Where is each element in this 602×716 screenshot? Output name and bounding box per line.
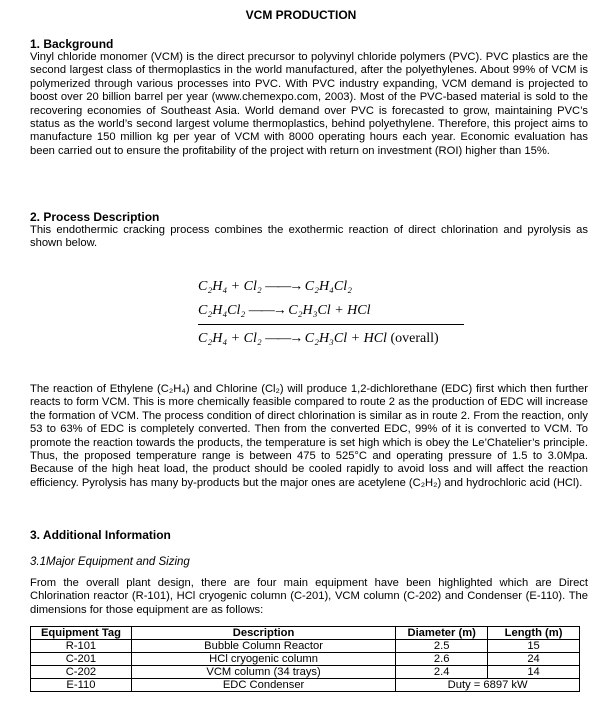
cell-length: 15	[488, 640, 580, 653]
header-description: Description	[131, 627, 395, 640]
cell-description: EDC Condenser	[131, 679, 395, 692]
equation-2	[198, 303, 470, 319]
equipment-subheading: 3.1Major Equipment and Sizing	[30, 556, 190, 568]
reaction-arrow-icon: ——→	[265, 279, 302, 294]
cell-duty: Duty = 6897 kW	[396, 679, 580, 692]
table-row	[31, 666, 580, 679]
equation-2-reactants: C₂H₄Cl₂	[198, 303, 246, 318]
equation-1-products: C₂H₄Cl₂	[304, 279, 353, 294]
cell-length: 14	[488, 666, 580, 679]
equipment-table	[30, 626, 580, 692]
equation-overall	[198, 331, 470, 347]
table-row	[31, 679, 580, 692]
cell-diameter: 2.4	[396, 666, 488, 679]
cell-tag: E-110	[31, 679, 132, 692]
table-row	[31, 653, 580, 666]
cell-description: Bubble Column Reactor	[131, 640, 395, 653]
equation-overall-products: C₂H₃Cl + HCl	[304, 331, 387, 346]
background-heading: 1. Background	[30, 37, 114, 51]
header-diameter: Diameter (m)	[396, 627, 488, 640]
process-heading: 2. Process Description	[30, 210, 160, 224]
reaction-arrow-icon: ——→	[248, 303, 285, 318]
process-intro-paragraph: This endothermic cracking process combines the exothermic reaction of direct chlorination and pyrolysis as shown below.	[30, 224, 588, 250]
table-row	[31, 640, 580, 653]
equation-overall-reactants: C₂H₄ + Cl₂	[198, 331, 262, 346]
additional-heading: 3. Additional Information	[30, 528, 171, 542]
equation-overall-label: (overall)	[390, 331, 439, 346]
equation-1-reactants: C₂H₄ + Cl₂	[198, 279, 262, 294]
cell-description: HCl cryogenic column	[131, 653, 395, 666]
cell-tag: C-202	[31, 666, 132, 679]
equation-2-products: C₂H₃Cl + HCl	[288, 303, 371, 318]
cell-tag: R-101	[31, 640, 132, 653]
header-length: Length (m)	[488, 627, 580, 640]
table-header-row	[31, 627, 580, 640]
page-title: VCM PRODUCTION	[245, 8, 357, 22]
cell-length: 24	[488, 653, 580, 666]
reaction-arrow-icon: ——→	[265, 331, 302, 346]
background-paragraph: Vinyl chloride monomer (VCM) is the direct precursor to polyvinyl chloride polymers (PVC). PVC plastics are the second largest class of thermoplastics in the world manufactured, after the polyethylenes. About 99% of VCM is polymerized through various processes into PVC. With PVC industry expanding, VCM demand is projected to boost over 20 billion barrel per year (www.chemexpo.com, 2003). Most of the PVC-based material is sold to the recovering economies of Southeast Asia. World demand over PVC is forecasted to grow, maintaining PVC’s status as the world’s second largest volume thermoplastics, behind polyethylene. Therefore, this project aims to manufacture 150 million kg per year of VCM with 8000 operating hours each year. Economic evaluation has been carried out to ensure the profitability of the project with return on investment (ROI) higher than 15%.	[30, 51, 588, 157]
cell-description: VCM column (34 trays)	[131, 666, 395, 679]
cell-tag: C-201	[31, 653, 132, 666]
equation-sum-line	[198, 324, 464, 325]
process-detail-paragraph: The reaction of Ethylene (C₂H₄) and Chlorine (Cl₂) will produce 1,2-dichlorethane (EDC) first which then further reacts to form VCM. This is more chemically feasible compared to route 2 as the production of EDC will increase the formation of VCM. The process condition of direct chlorination is similar as in route 2. From the reaction, only 53 to 63% of EDC is completely converted. Then from the converted EDC, 99% of it is converted to VCM. To promote the reaction towards the products, the temperature is set high which is obey the Le’Chatelier’s principle. Thus, the proposed temperature range is between 475 to 525°C and operating pressure of 1.5 to 3.0Mpa. Because of the high heat load, the product should be cooled rapidly to avoid loss and will affect the reaction efficiency. Pyrolysis has many by-products but the major ones are acetylene (C₂H₂) and hydrochloric acid (HCl).	[30, 383, 588, 489]
equation-1	[198, 279, 470, 295]
equipment-paragraph: From the overall plant design, there are four main equipment have been highlighted which are Direct Chlorination reactor (R-101), HCl cryogenic column (C-201), VCM column (C-202) and Condenser (E-110). The dimensions for those equipment are as follows:	[30, 577, 588, 616]
header-equipment-tag: Equipment Tag	[31, 627, 132, 640]
cell-diameter: 2.6	[396, 653, 488, 666]
cell-diameter: 2.5	[396, 640, 488, 653]
